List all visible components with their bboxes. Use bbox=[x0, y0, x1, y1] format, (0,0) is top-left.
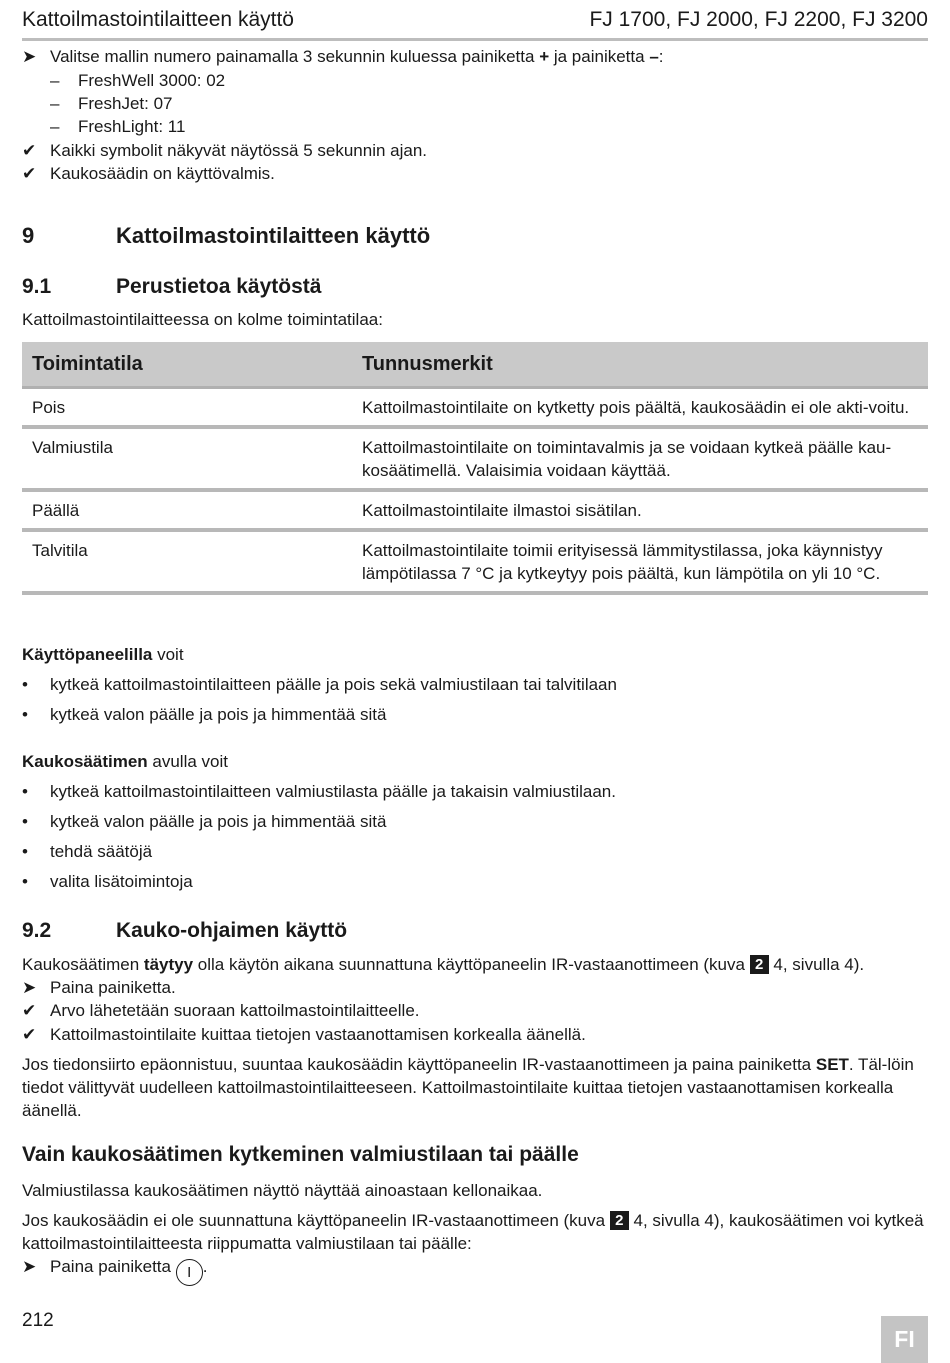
table-row bbox=[22, 388, 928, 428]
minus-key: – bbox=[649, 47, 659, 66]
description-cell: Kattoilmastointilaite ilmastoi sisätilan. bbox=[352, 490, 928, 530]
page-header bbox=[22, 8, 928, 41]
check-icon: ✔ bbox=[22, 1025, 37, 1044]
mode-cell: Valmiustila bbox=[22, 427, 352, 490]
plus-key: + bbox=[539, 47, 550, 66]
table-header-row bbox=[22, 342, 928, 388]
table-row bbox=[22, 427, 928, 490]
figure-ref-badge: 2 bbox=[610, 1211, 629, 1230]
dash-icon: – bbox=[50, 117, 60, 136]
dash-icon: – bbox=[50, 94, 60, 113]
bullet-icon: • bbox=[22, 675, 28, 694]
bullet-icon: • bbox=[22, 872, 28, 891]
mode-cell: Päällä bbox=[22, 490, 352, 530]
check-icon: ✔ bbox=[22, 141, 37, 160]
bullet-icon: • bbox=[22, 842, 28, 861]
mode-cell: Pois bbox=[22, 388, 352, 428]
check-icon: ✔ bbox=[22, 164, 37, 183]
operating-modes-table bbox=[22, 342, 928, 595]
retry-paragraph: Jos tiedonsiirto epäonnistuu, suuntaa kaukosäädin käyttöpaneelin IR-vastaanottimeen ja paina painiketta SET. Täl-löin tiedot välittyvät uudelleen kattoilmastointilaitteeseen. Kattoilmastointilaite kuittaa tietojen vastaanottamisen korkealla äänellä. bbox=[22, 1055, 914, 1120]
bullet-icon: • bbox=[22, 705, 28, 724]
bullet-icon: • bbox=[22, 812, 28, 831]
arrow-icon: ➤ bbox=[22, 47, 37, 66]
description-cell: Kattoilmastointilaite on toimintavalmis ja se voidaan kytkeä päälle kau-kosäätimellä. Valaisimia voidaan käyttää. bbox=[352, 427, 928, 490]
power-button-icon: I bbox=[176, 1259, 203, 1286]
remote-intro: Kaukosäätimen avulla voit bbox=[22, 752, 228, 771]
column-header: Tunnusmerkit bbox=[352, 342, 928, 388]
column-header: Toimintatila bbox=[22, 342, 352, 388]
remote-only-paragraph: Jos kaukosäädin ei ole suunnattuna käyttöpaneelin IR-vastaanottimeen (kuva 2 4, sivulla 4), kaukosäätimen voi kytkeä kattoilmastointilaitteesta riippumatta valmiustilaan tai päälle: bbox=[22, 1211, 924, 1253]
remote-usage-paragraph: Kaukosäätimen täytyy olla käytön aikana suunnattuna käyttöpaneelin IR-vastaanottimeen (kuva 2 4, sivulla 4). bbox=[22, 955, 865, 974]
description-cell: Kattoilmastointilaite toimii erityisessä lämmitystilassa, joka käynnistyy lämpötilassa 7 °C ja kytkeytyy pois päältä, kun lämpötila on yli 10 °C. bbox=[352, 530, 928, 593]
bullet-icon: • bbox=[22, 782, 28, 801]
header-models: FJ 1700, FJ 2000, FJ 2200, FJ 3200 bbox=[589, 8, 928, 31]
standby-paragraph: Valmiustilassa kaukosäätimen näyttö näyttää ainoastaan kellonaikaa. bbox=[22, 1181, 543, 1200]
arrow-icon: ➤ bbox=[22, 1257, 37, 1276]
header-title: Kattoilmastointilaitteen käyttö bbox=[22, 8, 294, 31]
subsection-heading: 9.1 Perustietoa käytöstä bbox=[22, 275, 322, 298]
panel-intro: Käyttöpaneelilla voit bbox=[22, 645, 184, 664]
language-tab: FI bbox=[881, 1316, 928, 1363]
table-row bbox=[22, 490, 928, 530]
dash-icon: – bbox=[50, 71, 60, 90]
mode-cell: Talvitila bbox=[22, 530, 352, 593]
figure-ref-badge: 2 bbox=[750, 955, 769, 974]
arrow-icon: ➤ bbox=[22, 978, 37, 997]
table-row bbox=[22, 530, 928, 593]
table-lead: Kattoilmastointilaitteessa on kolme toimintatilaa: bbox=[22, 310, 383, 329]
page-number: 212 bbox=[22, 1310, 54, 1331]
description-cell: Kattoilmastointilaite on kytketty pois päältä, kaukosäädin ei ole akti-voitu. bbox=[352, 388, 928, 428]
section-heading: 9 Kattoilmastointilaitteen käyttö bbox=[22, 223, 431, 248]
subsection-heading: 9.2 Kauko-ohjaimen käyttö bbox=[22, 919, 348, 942]
check-icon: ✔ bbox=[22, 1001, 37, 1020]
standby-heading: Vain kaukosäätimen kytkeminen valmiustilaan tai päälle bbox=[22, 1143, 579, 1166]
